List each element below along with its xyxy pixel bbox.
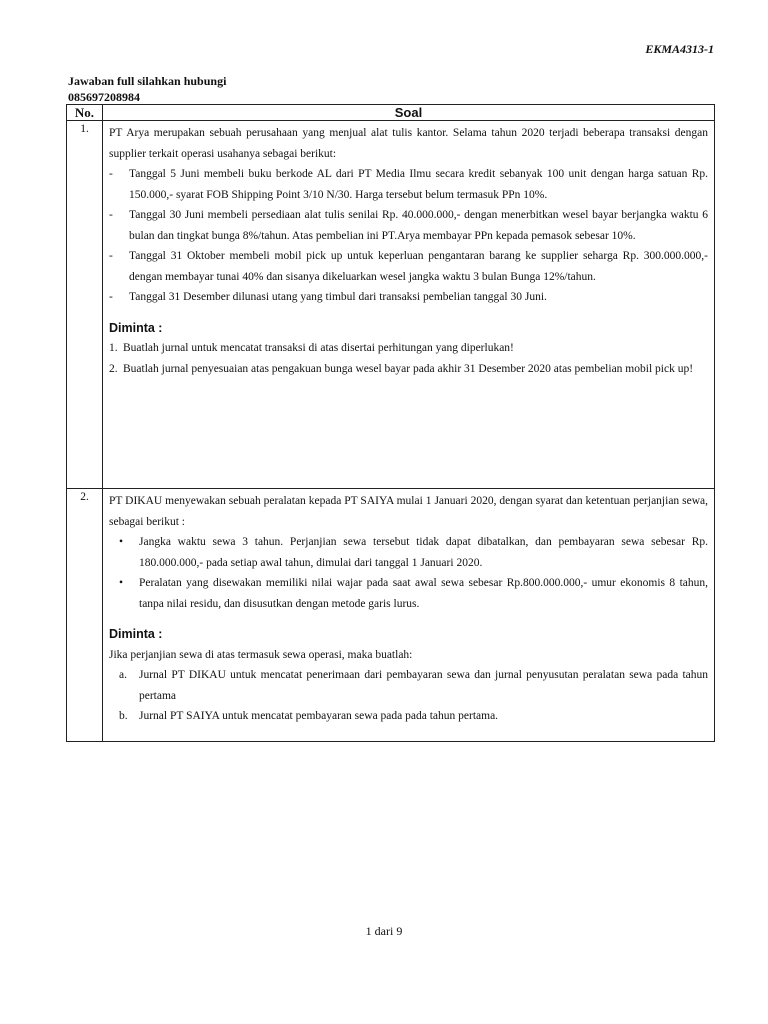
list-item: - Tanggal 5 Juni membeli buku berkode AL dari PT Media Ilmu secara kredit sebanyak 100 unit dengan harga satuan Rp. 150.000,- syarat FOB Shipping Point 3/10 N/30. Harga tersebut belum termasuk PPn 10%. (109, 168, 708, 201)
question-number: 1. (67, 121, 103, 489)
list-item: - Tanggal 31 Desember dilunasi utang yang timbul dari transaksi pembelian tanggal 30 Juni. (109, 291, 547, 303)
column-header-no: No. (67, 105, 103, 121)
task-list (109, 338, 708, 379)
column-header-soal: Soal (103, 105, 715, 121)
question-body (103, 489, 715, 742)
list-item: • Jangka waktu sewa 3 tahun. Perjanjian sewa tersebut tidak dapat dibatalkan, dan pembayaran sewa sebesar Rp. 180.000.000,- pada setiap awal tahun, dimulai dari tanggal 1 Januari 2020. (119, 536, 708, 569)
document-code: EKMA4313-1 (645, 42, 714, 56)
contact-phone: 085697208984 (68, 90, 140, 104)
terms-list (109, 532, 708, 614)
task-lead: Jika perjanjian sewa di atas termasuk sewa operasi, maka buatlah: (109, 648, 413, 661)
question-intro: PT Arya merupakan sebuah perusahaan yang menjual alat tulis kantor. Selama tahun 2020 terjadi beberapa transaksi dengan supplier terkait operasi usahanya sebagai berikut: (109, 127, 708, 160)
task-list (109, 665, 708, 727)
contact-block (68, 73, 226, 105)
question-table (66, 104, 715, 742)
list-item: - Tanggal 30 Juni membeli persediaan alat tulis senilai Rp. 40.000.000,- dengan menerbitkan wesel bayar berjangka waktu 6 bulan dan tingkat bunga 8%/tahun. Atas pembelian ini PT.Arya membayar PPn kepada pemasok sebesar 10%. (109, 209, 708, 242)
diminta-heading: Diminta : (109, 627, 163, 641)
list-item: a. Jurnal PT DIKAU untuk mencatat penerimaan dari pembayaran sewa dan jurnal penyusutan peralatan sewa pada tahun pertama (119, 669, 708, 702)
list-item: 2. Buatlah jurnal penyesuaian atas pengakuan bunga wesel bayar pada akhir 31 Desember 2020 atas pembelian mobil pick up! (109, 362, 694, 375)
list-item: b. Jurnal PT SAIYA untuk mencatat pembayaran sewa pada pada tahun pertama. (119, 710, 499, 722)
table-row (67, 121, 715, 489)
list-item: - Tanggal 31 Oktober membeli mobil pick up untuk keperluan pengantaran barang ke supplier seharga Rp. 300.000.000,- dengan membayar tunai 40% dan sisanya dikeluarkan wesel jangka waktu 3 bulan Bunga 12%/tahun. (109, 250, 708, 283)
contact-line: Jawaban full silahkan hubungi (68, 74, 227, 88)
table-row (67, 489, 715, 742)
list-item: • Peralatan yang disewakan memiliki nilai wajar pada saat awal sewa sebesar Rp.800.000.000,- umur ekonomis 8 tahun, tanpa nilai residu, dan disusutkan dengan metode garis lurus. (119, 577, 708, 610)
transaction-list (109, 164, 708, 308)
question-intro: PT DIKAU menyewakan sebuah peralatan kepada PT SAIYA mulai 1 Januari 2020, dengan syarat dan ketentuan perjanjian sewa, sebagai berikut : (109, 495, 708, 528)
table-header-row (67, 105, 715, 121)
question-number: 2. (67, 489, 103, 742)
list-item: 1. Buatlah jurnal untuk mencatat transaksi di atas disertai perhitungan yang diperlukan! (109, 342, 514, 354)
page-number: 1 dari 9 (365, 924, 403, 938)
question-body (103, 121, 715, 489)
diminta-heading: Diminta : (109, 320, 163, 335)
